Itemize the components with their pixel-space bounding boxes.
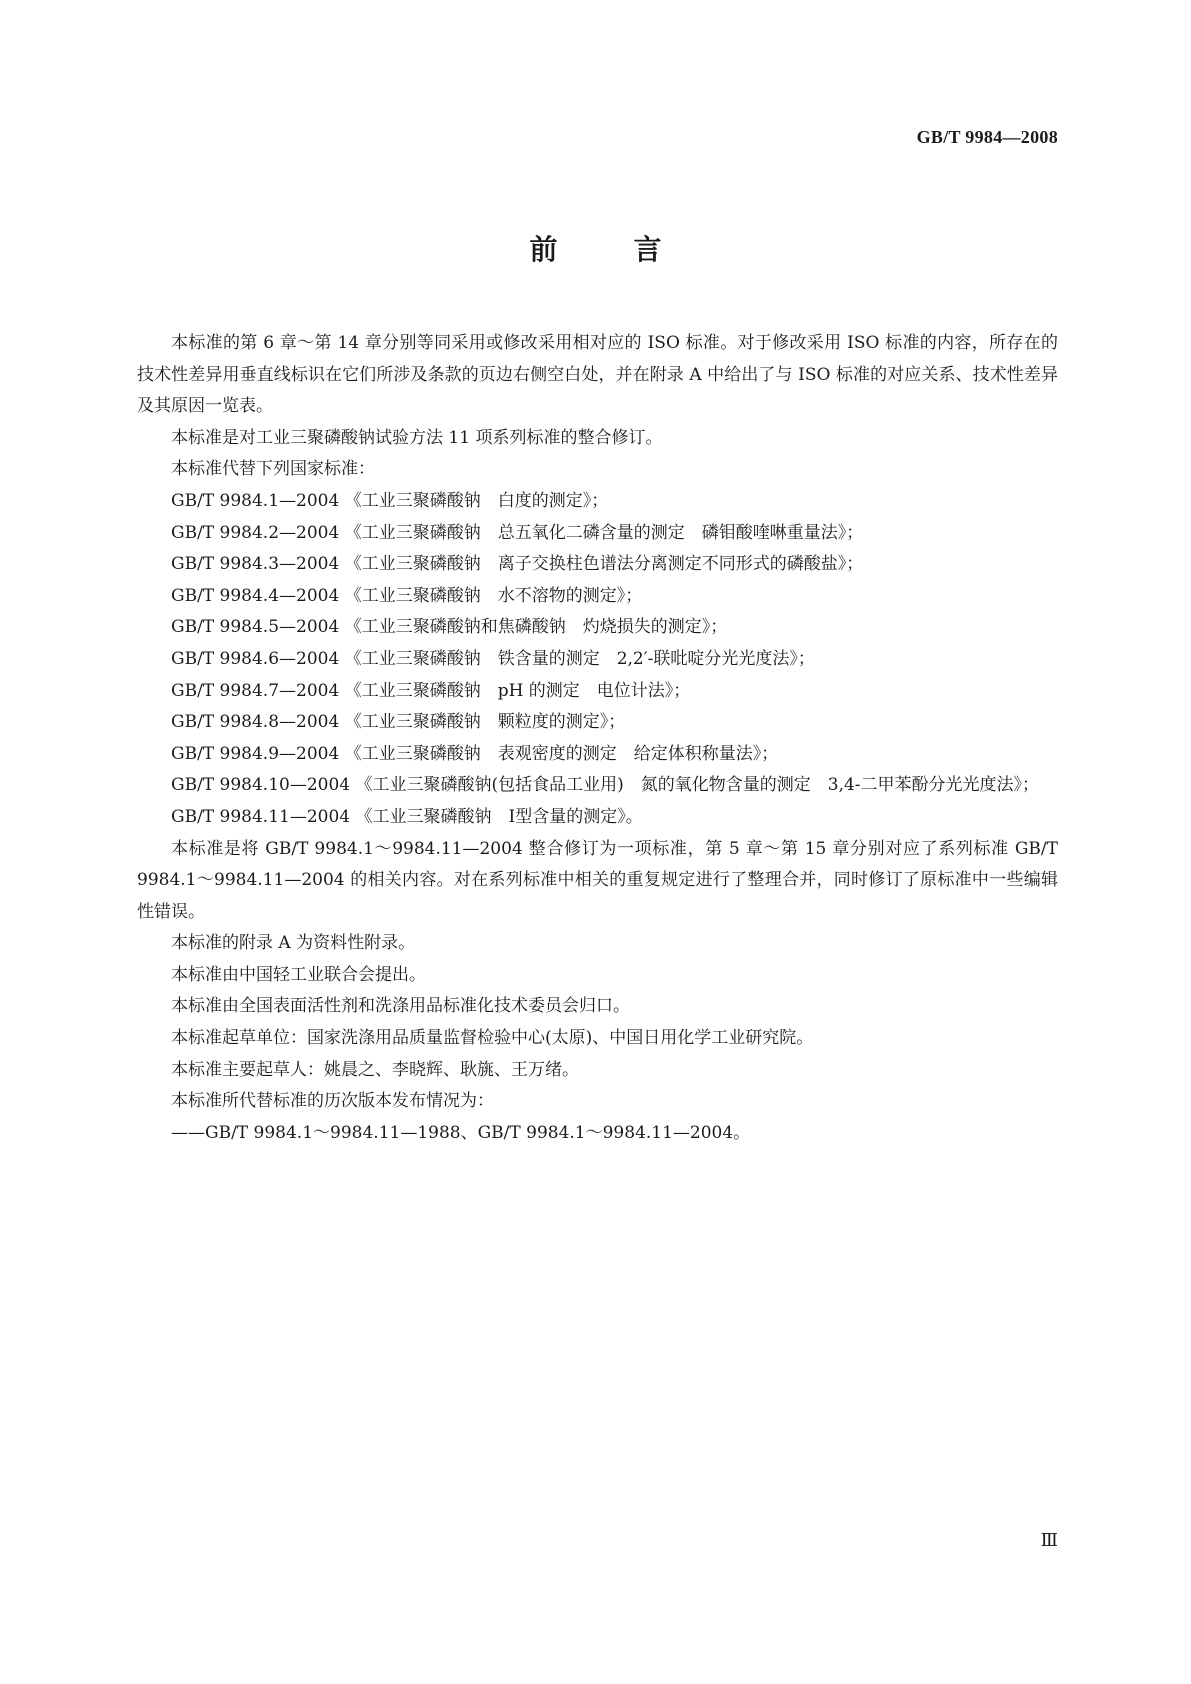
paragraph-revision-note: 本标准是将 GB/T 9984.1～9984.11—2004 整合修订为一项标准，第 5 章～第 15 章分别对应了系列标准 GB/T 9984.1～9984.11—2004 的相关内容。对在系列标准中相关的重复规定进行了整理合并，同时修订了原标准中一些编辑性错误。 xyxy=(137,838,1058,922)
paragraph-scope: 本标准的第 6 章～第 14 章分别等同采用或修改采用相对应的 ISO 标准。对于修改采用 ISO 标准的内容，所存在的技术性差异用垂直线标识在它们所涉及条款的页边右侧空白处，并在附录 A 中给出了与 ISO 标准的对应关系、技术性差异及其原因一览表。 xyxy=(137,333,1058,417)
paragraph-drafters: 本标准主要起草人：姚晨之、李晓辉、耿旐、王万绪。 xyxy=(171,1059,579,1080)
standard-code: GB/T 9984—2008 xyxy=(916,127,1058,147)
paragraph-history-intro: 本标准所代替标准的历次版本发布情况为： xyxy=(171,1091,494,1112)
foreword-body xyxy=(137,328,1058,1149)
replaced-standard-item: GB/T 9984.3—2004 《工业三聚磷酸钠 离子交换柱色谱法分离测定不同形式的磷酸盐》； xyxy=(171,554,864,575)
paragraph-replaces-intro: 本标准代替下列国家标准： xyxy=(171,459,375,480)
replaced-standard-item: GB/T 9984.1—2004 《工业三聚磷酸钠 白度的测定》； xyxy=(171,490,609,511)
replaced-standard-item: GB/T 9984.9—2004 《工业三聚磷酸钠 表观密度的测定 给定体积称量法》； xyxy=(171,743,779,764)
replaced-standard-item: GB/T 9984.8—2004 《工业三聚磷酸钠 颗粒度的测定》； xyxy=(171,712,626,733)
page-title xyxy=(0,228,1191,268)
replaced-standard-item: GB/T 9984.5—2004 《工业三聚磷酸钠和焦磷酸钠 灼烧损失的测定》； xyxy=(171,617,728,638)
replaced-standard-item: GB/T 9984.11—2004 《工业三聚磷酸钠 Ⅰ型含量的测定》。 xyxy=(171,806,643,827)
paragraph-drafting-units: 本标准起草单位：国家洗涤用品质量监督检验中心(太原)、中国日用化学工业研究院。 xyxy=(171,1028,814,1049)
paragraph-integration: 本标准是对工业三聚磷酸钠试验方法 11 项系列标准的整合修订。 xyxy=(171,427,663,448)
replaced-standard-item: GB/T 9984.10—2004 《工业三聚磷酸钠(包括食品工业用) 氮的氧化物含量的测定 3,4-二甲苯酚分光光度法》； xyxy=(171,775,1040,796)
page-number: Ⅲ xyxy=(1040,1530,1058,1550)
paragraph-appendix: 本标准的附录 A 为资料性附录。 xyxy=(171,933,416,954)
paragraph-committee: 本标准由全国表面活性剂和洗涤用品标准化技术委员会归口。 xyxy=(171,996,630,1017)
paragraph-proposer: 本标准由中国轻工业联合会提出。 xyxy=(171,964,426,985)
page-title-char-2: 言 xyxy=(633,233,662,266)
replaced-standard-item: GB/T 9984.2—2004 《工业三聚磷酸钠 总五氧化二磷含量的测定 磷钼酸喹啉重量法》； xyxy=(171,522,864,543)
page-title-char-1: 前 xyxy=(529,233,558,266)
paragraph-history-item: ——GB/T 9984.1～9984.11—1988、GB/T 9984.1～9984.11—2004。 xyxy=(171,1122,751,1143)
replaced-standard-item: GB/T 9984.7—2004 《工业三聚磷酸钠 pH 的测定 电位计法》； xyxy=(171,680,691,701)
replaced-standard-item: GB/T 9984.4—2004 《工业三聚磷酸钠 水不溶物的测定》； xyxy=(171,585,643,606)
replaced-standard-item: GB/T 9984.6—2004 《工业三聚磷酸钠 铁含量的测定 2,2′-联吡啶分光光度法》； xyxy=(171,648,815,669)
